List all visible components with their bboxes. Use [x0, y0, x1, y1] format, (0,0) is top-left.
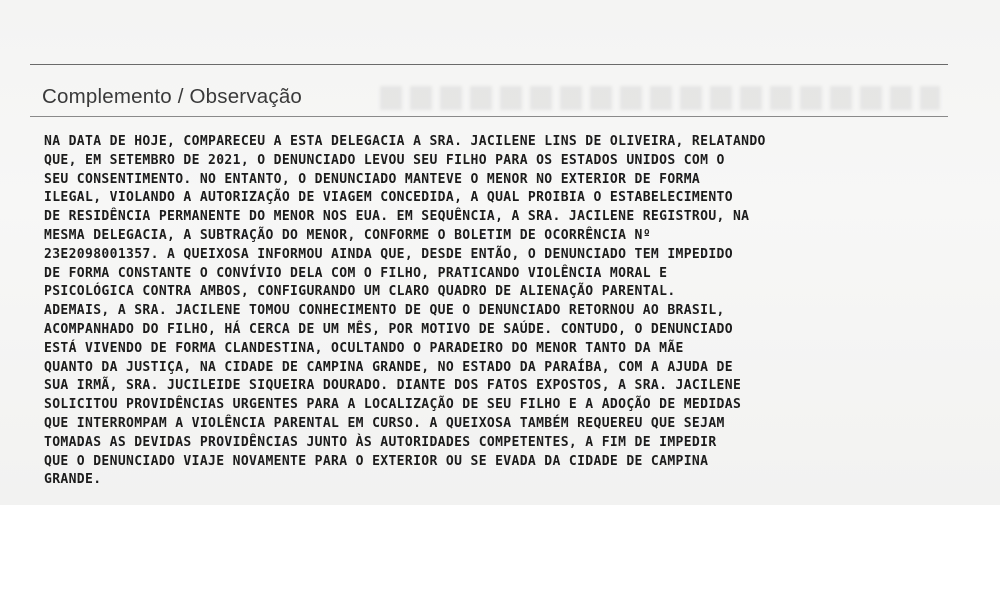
section-bottom-rule: [30, 116, 948, 117]
text-line: 23E2098001357. A QUEIXOSA INFORMOU AINDA QUE, DESDE ENTÃO, O DENUNCIADO TEM IMPEDIDO: [44, 246, 733, 262]
text-line: ADEMAIS, A SRA. JACILENE TOMOU CONHECIMENTO DE QUE O DENUNCIADO RETORNOU AO BRASIL,: [44, 303, 725, 319]
text-line: SUA IRMÃ, SRA. JUCILEIDE SIQUEIRA DOURADO. DIANTE DOS FATOS EXPOSTOS, A SRA. JACILENE: [44, 378, 742, 394]
bleed-through-texture: [380, 86, 940, 110]
text-line: SEU CONSENTIMENTO. NO ENTANTO, O DENUNCIADO MANTEVE O MENOR NO EXTERIOR DE FORMA: [44, 171, 701, 187]
text-line: SOLICITOU PROVIDÊNCIAS URGENTES PARA A LOCALIZAÇÃO DE SEU FILHO E A ADOÇÃO DE MEDIDAS: [44, 397, 742, 413]
text-line: QUE INTERROMPAM A VIOLÊNCIA PARENTAL EM CURSO. A QUEIXOSA TAMBÉM REQUEREU QUE SEJAM: [44, 415, 725, 431]
text-line: ACOMPANHADO DO FILHO, HÁ CERCA DE UM MÊS, POR MOTIVO DE SAÚDE. CONTUDO, O DENUNCIADO: [44, 321, 733, 337]
text-line: DE RESIDÊNCIA PERMANENTE DO MENOR NOS EUA. EM SEQUÊNCIA, A SRA. JACILENE REGISTROU, NA: [44, 209, 750, 225]
text-line: NA DATA DE HOJE, COMPARECEU A ESTA DELEGACIA A SRA. JACILENE LINS DE OLIVEIRA, RELATANDO: [44, 134, 766, 149]
section-title: Complemento / Observação: [42, 85, 303, 108]
observation-text: [44, 133, 984, 490]
text-line: DE FORMA CONSTANTE O CONVÍVIO DELA COM O FILHO, PRATICANDO VIOLÊNCIA MORAL E: [44, 265, 668, 281]
text-line: TOMADAS AS DEVIDAS PROVIDÊNCIAS JUNTO ÀS AUTORIDADES COMPETENTES, A FIM DE IMPEDIR: [44, 434, 717, 450]
section-top-rule: [30, 64, 948, 65]
text-line: QUANTO DA JUSTIÇA, NA CIDADE DE CAMPINA GRANDE, NO ESTADO DA PARAÍBA, COM A AJUDA DE: [44, 359, 733, 375]
text-line: GRANDE.: [44, 472, 102, 488]
text-line: QUE, EM SETEMBRO DE 2021, O DENUNCIADO LEVOU SEU FILHO PARA OS ESTADOS UNIDOS COM O: [44, 152, 725, 168]
text-line: ILEGAL, VIOLANDO A AUTORIZAÇÃO DE VIAGEM CONCEDIDA, A QUAL PROIBIA O ESTABELECIMENTO: [44, 190, 733, 206]
text-line: QUE O DENUNCIADO VIAJE NOVAMENTE PARA O EXTERIOR OU SE EVADA DA CIDADE DE CAMPINA: [44, 453, 709, 469]
text-line: ESTÁ VIVENDO DE FORMA CLANDESTINA, OCULTANDO O PARADEIRO DO MENOR TANTO DA MÃE: [44, 340, 684, 356]
text-line: MESMA DELEGACIA, A SUBTRAÇÃO DO MENOR, CONFORME O BOLETIM DE OCORRÊNCIA Nº: [44, 227, 651, 243]
previous-field-remnant: [228, 42, 358, 56]
text-line: PSICOLÓGICA CONTRA AMBOS, CONFIGURANDO UM CLARO QUADRO DE ALIENAÇÃO PARENTAL.: [44, 284, 676, 300]
